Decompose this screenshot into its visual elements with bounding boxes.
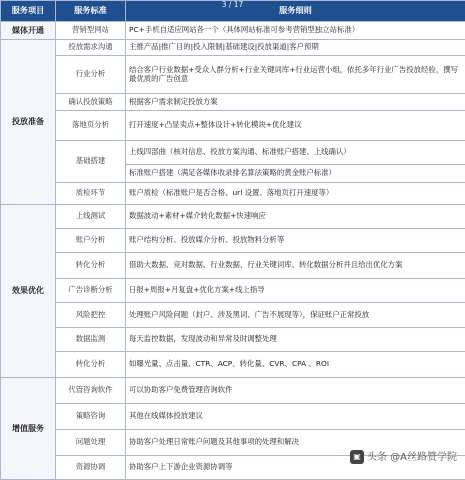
detail-cell: 打开速度+凸显卖点+整体设计+转化模块+优化建议 [126,111,465,141]
standard-cell: 投放需求沟通 [56,40,126,56]
table-row [1,56,465,94]
detail-cell: 主推产品|推广目的|投入限制|基础建设|投放渠道|客户预期 [126,40,465,56]
table-row [1,328,465,352]
detail-cell: 日报+周报+月复盘+优化方案+线上指导 [126,279,465,303]
table-row [1,183,465,205]
table-row [1,229,465,253]
standard-cell: 质检环节 [56,183,126,205]
table-row [1,303,465,328]
category-value-added: 增值服务 [1,378,56,480]
standard-cell: 资源协调 [56,456,126,480]
table-row [1,253,465,279]
table-row [1,404,465,430]
standard-cell: 风险把控 [56,303,126,328]
detail-cell: 如曝光量、点击量、CTR、ACP、转化量、CVR、CPA 、ROI [126,352,465,378]
page-indicator: 3 / 17 [0,0,465,9]
standard-cell: 落地页分析 [56,111,126,141]
table-row [1,40,465,56]
header-item: 服务项目 [1,1,56,22]
detail-cell: 结合客户行业数据+受众人群分析+行业关键词库+行业运营小组，依托多年行业广告投放经验，撰写最优质的广告创意 [126,56,465,94]
table-row [1,378,465,404]
standard-cell: 基础搭建 [56,141,126,183]
header-standard: 服务标准 [56,1,126,22]
table-row [1,22,465,40]
detail-cell: 标准账户搭建（满足各媒体收录排名算法策略的黄金账户标准） [126,165,465,183]
detail-cell: 账户质检（标准账户是否合格、url 设置、落地页打开速度等） [126,183,465,205]
table-row [1,352,465,378]
standard-cell: 广告诊断分析 [56,279,126,303]
standard-cell: 数据监测 [56,328,126,352]
detail-cell: 数据波动+素材+媒介转化数据+快速响应 [126,205,465,229]
standard-cell: 确认投放策略 [56,94,126,111]
standard-cell: 行业分析 [56,56,126,94]
category-media: 媒体开通 [1,22,56,40]
detail-cell: 根据客户需求制定投放方案 [126,94,465,111]
table-row [1,279,465,303]
standard-cell: 问题处理 [56,430,126,456]
table-row [1,111,465,141]
standard-cell: 账户分析 [56,229,126,253]
detail-cell: 协助客户处理日常账户问题及其他事项的处理和解决 [126,430,465,456]
standard-cell: 营销型网站 [56,22,126,40]
header-detail: 服务细则 [126,1,465,22]
detail-cell: PC+手机自适应网站各一个（具体网站标准可参考营销型独立站标准） [126,22,465,40]
detail-cell: 账户结构分析、投放媒介分析、投放物料分析等 [126,229,465,253]
standard-cell: 转化分析 [56,253,126,279]
table-row [1,205,465,229]
toutiao-logo-icon: ▣ [350,450,364,464]
standard-cell: 转化分析 [56,352,126,378]
category-optimization: 效果优化 [1,205,56,378]
standard-cell: 上线测试 [56,205,126,229]
standard-cell: 代管咨询软件 [56,378,126,404]
detail-cell: 其他在线媒体投放建议 [126,404,465,430]
detail-cell: 上线四部曲（核对信息、投放方案沟通、标准账户搭建、上线确认） [126,141,465,165]
detail-cell: 每天监控数据，发现波动和异常及时调整处理 [126,328,465,352]
detail-cell: 借助大数据、竞对数据、行业数据、行业关键词库、转化数据分析并且给出优化方案 [126,253,465,279]
table-row [1,94,465,111]
category-launch-prep: 投放准备 [1,40,56,205]
detail-cell: 处理账户风险问题（封户、涉及黑词、广告不展现等），保证账户正常投放 [126,303,465,328]
watermark [350,448,457,464]
detail-cell: 可以协助客户免费管理咨询软件 [126,378,465,404]
standard-cell: 策略咨询 [56,404,126,430]
table-row [1,141,465,165]
detail-cell: 协助客户上下游企业资源协调等 [126,456,465,480]
watermark-text: 头条 @A丝路赞学院 [367,452,457,463]
